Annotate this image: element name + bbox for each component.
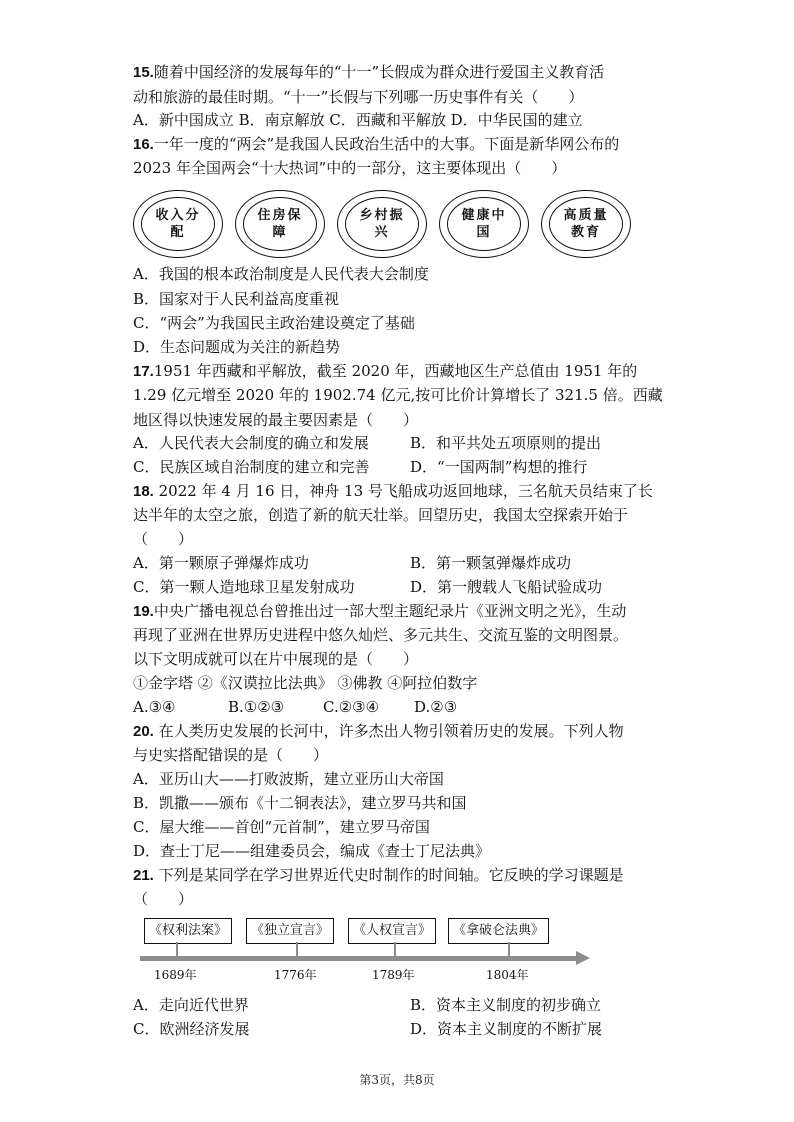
q17-stem-2: 1.29 亿元增至 2020 年的 1902.74 亿元,按可比价计算增长了 321.5 倍。西藏 xyxy=(133,386,663,404)
q18-line1 xyxy=(133,479,653,504)
q20-stem-1: 在人类历史发展的长河中，许多杰出人物引领着历史的发展。下列人物 xyxy=(153,722,624,740)
q19-number: 19. xyxy=(133,603,154,620)
q17-stem-1: 1951 年西藏和平解放，截至 2020 年，西藏地区生产总值由 1951 年的 xyxy=(153,362,638,380)
q17-option-row-1 xyxy=(133,431,602,455)
q21-option-c: C．欧洲经济发展 xyxy=(133,1020,250,1038)
q18-stem-2: 达半年的太空之旅，创造了新的航天壮举。回望历史，我国太空探索开始于 xyxy=(133,506,629,524)
keyword-text: 住房保障 xyxy=(257,208,303,240)
q19-option-d: D.②③ xyxy=(414,698,458,716)
q18-stem-3: （ ） xyxy=(133,530,194,548)
q21-line1 xyxy=(133,863,624,888)
q17-option-d: D．“一国两制”构想的推行 xyxy=(410,458,588,476)
q15-options: A．新中国成立 B．南京解放 C．西藏和平解放 D．中华民国的建立 xyxy=(133,111,583,129)
timeline-axis xyxy=(140,956,578,961)
q21-option-row-1 xyxy=(133,993,602,1017)
q21-option-row-2 xyxy=(133,1017,603,1041)
q16-option-c: C．“两会”为我国民主政治建设奠定了基础 xyxy=(133,314,415,332)
q20-option-c: C．屋大维——首创“元首制”，建立罗马帝国 xyxy=(133,818,430,836)
q18-option-a: A．第一颗原子弹爆炸成功 xyxy=(133,554,309,572)
timeline-year: 1804年 xyxy=(486,968,529,982)
q19-line1 xyxy=(133,599,626,624)
q18-stem-1: 2022 年 4 月 16 日，神舟 13 号飞船成功返回地球，三名航天员结束了长 xyxy=(153,482,653,500)
keyword-oval xyxy=(337,190,427,258)
q16-stem-1: 一年一度的“两会”是我国人民政治生活中的大事。下面是新华网公布的 xyxy=(153,135,620,153)
q15-stem-1: 随着中国经济的发展每年的“十一”长假成为群众进行爱国主义教育活 xyxy=(153,63,605,81)
q21-option-b: B．资本主义制度的初步确立 xyxy=(410,996,602,1014)
q18-option-d: D．第一艘载人飞船试验成功 xyxy=(410,578,603,596)
q17-line1 xyxy=(133,359,637,384)
q19-items: ①金字塔 ②《汉谟拉比法典》 ③佛教 ④阿拉伯数字 xyxy=(133,674,478,692)
timeline-year: 1776年 xyxy=(274,968,317,982)
q21-number: 21. xyxy=(133,867,154,884)
keyword-text: 收入分配 xyxy=(155,208,201,240)
q18-option-c: C．第一颗人造地球卫星发射成功 xyxy=(133,578,355,596)
q17-option-a: A．人民代表大会制度的确立和发展 xyxy=(133,434,369,452)
q21-option-a: A．走向近代世界 xyxy=(133,996,249,1014)
q15-line1 xyxy=(133,60,604,85)
keyword-text: 高质量教育 xyxy=(563,208,609,240)
timeline-arrow-icon xyxy=(576,951,590,965)
keyword-oval xyxy=(541,190,631,258)
timeline-year: 1789年 xyxy=(372,968,415,982)
q16-number: 16. xyxy=(133,136,154,153)
q20-option-d: D．查士丁尼——组建委员会，编成《查士丁尼法典》 xyxy=(133,842,491,860)
q18-option-b: B．第一颗氢弹爆炸成功 xyxy=(410,554,572,572)
keyword-text: 健康中国 xyxy=(461,208,507,240)
q19-option-row xyxy=(133,695,458,719)
timeline-event-box: 《权利法案》 xyxy=(144,918,232,944)
timeline-event-box: 《拿破仑法典》 xyxy=(448,918,549,944)
q15-number: 15. xyxy=(133,64,154,81)
q19-option-b: B.①②③ xyxy=(228,698,285,716)
q20-option-b: B．凯撒——颁布《十二铜表法》，建立罗马共和国 xyxy=(133,794,467,812)
q16-option-d: D．生态问题成为关注的新趋势 xyxy=(133,338,341,356)
q20-stem-2: 与史实搭配错误的是（ ） xyxy=(133,746,329,764)
q17-option-c: C．民族区域自治制度的建立和完善 xyxy=(133,458,370,476)
q21-timeline xyxy=(140,918,600,988)
q16-keyword-ovals xyxy=(133,190,609,270)
keyword-oval xyxy=(439,190,529,258)
q19-stem-3: 以下文明成就可以在片中展现的是（ ） xyxy=(133,650,419,668)
q21-option-d: D．资本主义制度的不断扩展 xyxy=(410,1020,603,1038)
q16-line1 xyxy=(133,132,619,157)
q19-option-a: A.③④ xyxy=(133,698,176,716)
q21-stem-1: 下列是某同学在学习世界近代史时制作的时间轴。它反映的学习课题是 xyxy=(153,866,624,884)
q15-stem-2: 动和旅游的最佳时期。“十一”长假与下列哪一历史事件有关（ ） xyxy=(133,88,584,106)
q18-option-row-2 xyxy=(133,575,603,599)
page-footer: 第3页，共8页 xyxy=(359,1073,435,1087)
timeline-event-box: 《人权宣言》 xyxy=(348,918,436,944)
timeline-event-box: 《独立宣言》 xyxy=(246,918,334,944)
q18-option-row-1 xyxy=(133,551,572,575)
q19-option-c: C.②③④ xyxy=(323,698,380,716)
keyword-oval xyxy=(133,190,223,258)
q16-stem-2: 2023 年全国两会“十大热词”中的一部分，这主要体现出（ ） xyxy=(133,159,567,177)
q20-number: 20. xyxy=(133,723,154,740)
q19-stem-1: 中央广播电视总台曾推出过一部大型主题纪录片《亚洲文明之光》，生动 xyxy=(153,602,627,620)
q17-option-row-2 xyxy=(133,455,588,479)
keyword-oval xyxy=(235,190,325,258)
q20-option-a: A．亚历山大——打败波斯，建立亚历山大帝国 xyxy=(133,770,444,788)
timeline-year: 1689年 xyxy=(154,968,197,982)
q18-number: 18. xyxy=(133,483,154,500)
q21-stem-2: （ ） xyxy=(133,890,194,908)
q16-option-a: A．我国的根本政治制度是人民代表大会制度 xyxy=(133,265,429,283)
q17-stem-3: 地区得以快速发展的最主要因素是（ ） xyxy=(133,411,419,429)
q17-option-b: B．和平共处五项原则的提出 xyxy=(410,434,602,452)
q20-line1 xyxy=(133,719,624,744)
q16-option-b: B．国家对于人民利益高度重视 xyxy=(133,290,340,308)
keyword-text: 乡村振兴 xyxy=(359,208,405,240)
q17-number: 17. xyxy=(133,363,154,380)
q19-stem-2: 再现了亚洲在世界历史进程中悠久灿烂、多元共生、交流互鉴的文明图景。 xyxy=(133,626,629,644)
